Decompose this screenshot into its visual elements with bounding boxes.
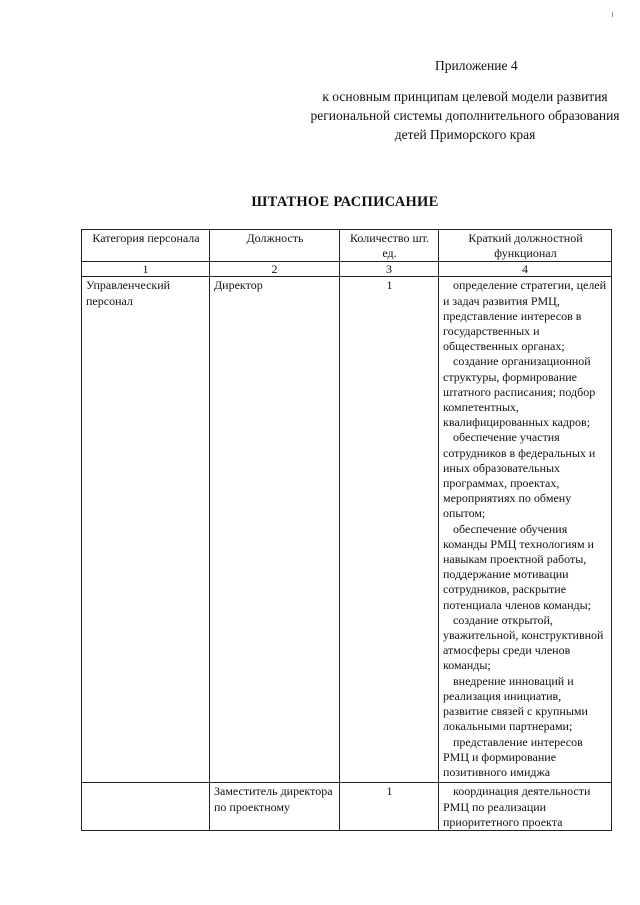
column-number: 3 [340,262,439,277]
table-row [82,277,612,783]
function-item: определение стратегии, целей и задач развития РМЦ, представление интересов в государственных и общественных органах; [443,278,607,354]
cell-position: Заместитель директора по проектному [210,783,340,831]
function-item: создание организационной структуры, формирование штатного расписания; подбор компетентных, квалифицированных кадров; [443,354,596,430]
function-item: представление интересов РМЦ и формирование позитивного имиджа [443,734,583,779]
cell-position: Директор [210,277,340,783]
scan-edge-mark [612,12,613,17]
table-header-row [82,230,612,262]
function-item: внедрение инноваций и реализация инициатив, развитие связей с крупными локальными партнерами; [443,673,588,734]
appendix-header [300,56,640,144]
function-item: координация деятельности РМЦ по реализации приоритетного проекта [443,784,591,829]
header-functions: Краткий должностной функционал [439,230,612,262]
function-item: обеспечение обучения команды РМЦ технологиям и навыкам проектной работы, поддержание мотивации сотрудников, раскрытие потенциала членов команды; [443,521,594,612]
cell-quantity: 1 [340,277,439,783]
cell-category: Управленческий персонал [82,277,210,783]
appendix-title: Приложение 4 [435,58,518,73]
table-row [82,783,612,831]
document-title: ШТАТНОЕ РАСПИСАНИЕ [251,194,439,210]
header-quantity: Количество шт. ед. [340,230,439,262]
header-category: Категория персонала [82,230,210,262]
cell-functions [439,277,612,783]
function-item: обеспечение участия сотрудников в федеральных и иных образовательных программах, проектах, мероприятиях по обмену опытом; [443,430,596,521]
cell-category [82,783,210,831]
column-number: 4 [439,262,612,277]
cell-functions [439,783,612,831]
header-position: Должность [210,230,340,262]
column-number: 1 [82,262,210,277]
cell-quantity: 1 [340,783,439,831]
function-item: создание открытой, уважительной, конструктивной атмосферы среди членов команды; [443,612,604,673]
staff-schedule-table [81,229,612,831]
column-number-row [82,262,612,277]
column-number: 2 [210,262,340,277]
appendix-subtitle: к основным принципам целевой модели развития региональной системы дополнительного образования детей Приморского края [310,89,620,142]
